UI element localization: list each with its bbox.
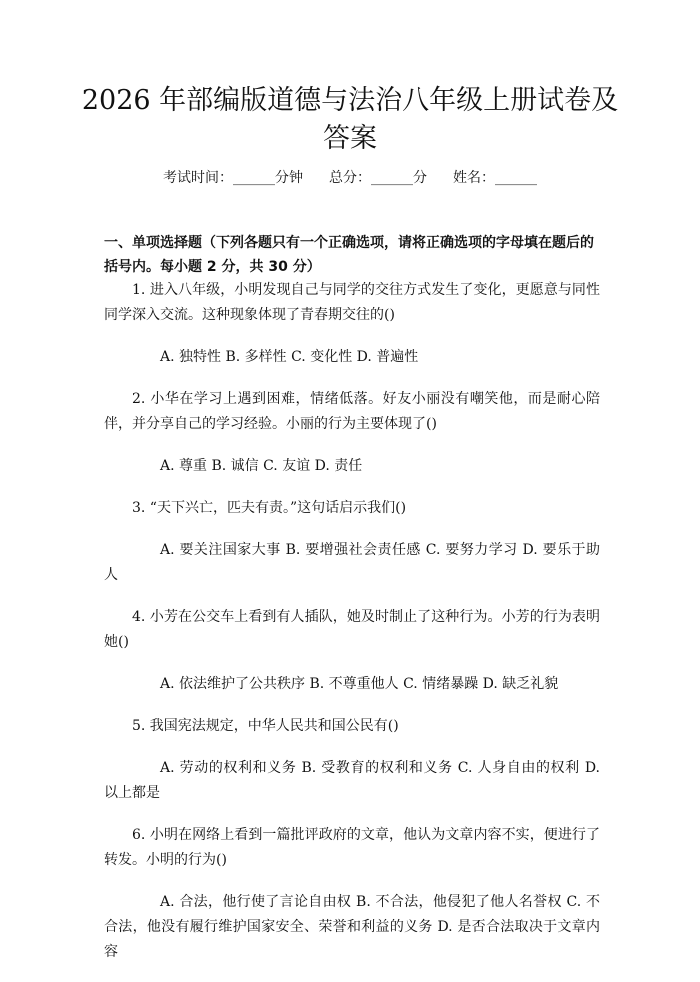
- question-stem: 4. 小芳在公交车上看到有人插队，她及时制止了这种行为。小芳的行为表明她(): [104, 609, 600, 650]
- question-list: [104, 278, 600, 982]
- exam-meta: [0, 168, 700, 188]
- question-options: A. 要关注国家大事 B. 要增强社会责任感 C. 要努力学习 D. 要乐于助人: [104, 542, 600, 583]
- question-options: A. 尊重 B. 诚信 C. 友谊 D. 责任: [160, 458, 363, 474]
- question-stem: 3. “天下兴亡，匹夫有责。”这句话启示我们(): [132, 500, 407, 516]
- question-stem: 1. 进入八年级，小明发现自己与同学的交往方式发生了变化，更愿意与同性同学深入交流。这种现象体现了青春期交往的(): [104, 282, 600, 323]
- total-score-field: 总分：______分: [329, 170, 427, 186]
- exam-time-field: 考试时间：______分钟: [163, 170, 303, 186]
- student-name-field: 姓名：______: [453, 170, 537, 186]
- question-options: A. 独特性 B. 多样性 C. 变化性 D. 普遍性: [160, 349, 419, 365]
- question-stem: 6. 小明在网络上看到一篇批评政府的文章，他认为文章内容不实，便进行了转发。小明的行为(): [104, 827, 600, 868]
- question-stem: 2. 小华在学习上遇到困难，情绪低落。好友小丽没有嘲笑他，而是耐心陪伴，并分享自己的学习经验。小丽的行为主要体现了(): [104, 391, 600, 432]
- question-stem: 5. 我国宪法规定，中华人民共和国公民有(): [132, 718, 399, 734]
- question-options: A. 劳动的权利和义务 B. 受教育的权利和义务 C. 人身自由的权利 D. 以上都是: [104, 760, 600, 801]
- question-options: A. 合法，他行使了言论自由权 B. 不合法，他侵犯了他人名誉权 C. 不合法，他没有履行维护国家安全、荣誉和利益的义务 D. 是否合法取决于文章内容: [104, 894, 600, 960]
- exam-title: 2026 年部编版道德与法治八年级上册试卷及答案: [81, 85, 619, 154]
- section-heading: 一、单项选择题（下列各题只有一个正确选项，请将正确选项的字母填在题后的括号内。每小题 2 分，共 30 分）: [104, 235, 594, 275]
- question-options: A. 依法维护了公共秩序 B. 不尊重他人 C. 情绪暴躁 D. 缺乏礼貌: [160, 676, 559, 692]
